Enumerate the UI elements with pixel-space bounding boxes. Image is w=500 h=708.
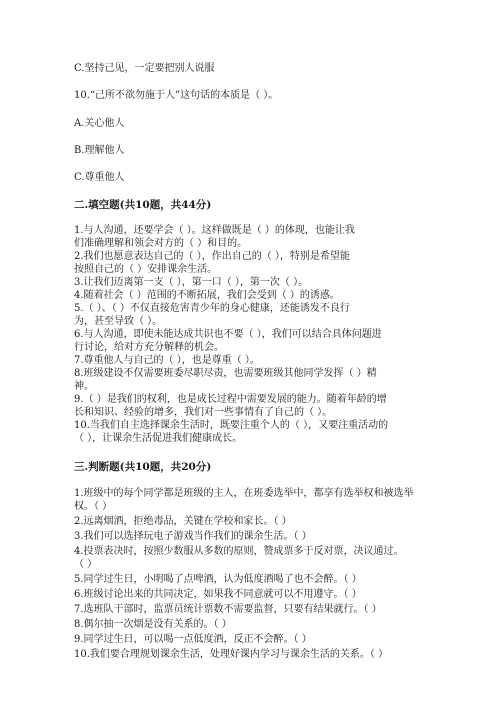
- fill-line: 6.与人沟通，即使未能达成共识也不要（ ），我们可以结合具体问题进: [74, 329, 382, 340]
- question-10: 10.“己所不欲勿施于人”这句话的本质是（ ）。: [74, 90, 279, 101]
- judge-line: 6.班级讨论出来的共同决定，如果我不同意就可以不用遵守。（ ）: [74, 589, 362, 600]
- fill-line: 10.当我们自主选择课余生活时，既要注重个人的（ ），又要注重活动的: [74, 420, 389, 431]
- fill-line: 9.（ ）是我们的权利，也是成长过程中需要发展的能力。随着年龄的增: [74, 394, 387, 405]
- fill-blank-section-header: 二.填空题(共10题，共44分): [74, 199, 212, 211]
- fill-line: 们准确理解和领会对方的（ ）和目的。: [74, 238, 248, 249]
- judge-line: 10.我们要合理规划课余生活，处理好课内学习与课余生活的关系。（ ）: [74, 649, 389, 660]
- judge-line: 2.远离烟酒，拒绝毒品，关键在学校和家长。（ ）: [74, 516, 292, 527]
- fill-line: 8.班级建设不仅需要班委尽职尽责，也需要班级其他同学发挥（ ）精: [74, 368, 377, 379]
- judge-line: 9.同学过生日，可以喝一点低度酒，反正不会醉。（ ）: [74, 634, 312, 645]
- fill-line: 4.随着社会（ ）范围的不断拓展，我们会受到（ ）的诱惑。: [74, 290, 340, 301]
- fill-line: 1.与人沟通，还要学会（ ）。这样做既是（ ）的体现，也能让我: [74, 225, 355, 236]
- q10-option-c: C.尊重他人: [74, 172, 125, 183]
- q10-option-a: A.关心他人: [74, 118, 125, 129]
- fill-line: 按照自己的（ ）安排课余生活。: [74, 264, 218, 275]
- fill-line: 行讨论，给对方充分解释的机会。: [74, 342, 224, 353]
- fill-line: 5.（ ）、（ ）不仅直接危害青少年的身心健康，还能诱发不良行: [74, 303, 350, 314]
- judge-line: 8.偶尔抽一次烟是没有关系的。（ ）: [74, 619, 232, 630]
- fill-line: （ ），让课余生活促进我们健康成长。: [74, 433, 243, 444]
- fill-line: 2.我们也愿意表达自己的（ ），作出自己的（ ），特别是希望能: [74, 251, 350, 262]
- judge-line: 7.选班队干部时，监票员统计票数不需要监督，只要有结果就行。（ ）: [74, 604, 382, 615]
- fill-line: 3.让我们迈离第一支（ ），第一口（ ），第一次（ ）。: [74, 277, 309, 288]
- fill-line: 长和知识、经验的增多，我们对一些事情有了自己的（ ）。: [74, 407, 333, 418]
- judge-line: （ ）: [74, 559, 98, 570]
- judge-line: 1.班级中的每个同学都是班级的主人，在班委选举中，都享有选举权和被选举: [74, 488, 414, 499]
- judge-line: 3.我们可以选择玩电子游戏当作我们的课余生活。（ ）: [74, 531, 312, 542]
- fill-line: 7.尊重他人与自己的（ ），也是尊重（ ）。: [74, 355, 260, 366]
- fill-line: 神。: [74, 381, 94, 392]
- judge-section-header: 三.判断题(共10题，共20分): [74, 461, 212, 473]
- judge-line: 4.投票表决时，按照少数服从多数的原则，赞成票多于反对票，决议通过。: [74, 546, 404, 557]
- option-c-persist: C.坚持己见，一定要把别人说服: [74, 63, 215, 74]
- q10-option-b: B.理解他人: [74, 145, 125, 156]
- judge-line: 权。（ ）: [74, 501, 113, 512]
- judge-line: 5.同学过生日，小明喝了点啤酒，认为低度酒喝了也不会醉。（ ）: [74, 574, 362, 585]
- fill-line: 为，甚至导致（ ）。: [74, 316, 163, 327]
